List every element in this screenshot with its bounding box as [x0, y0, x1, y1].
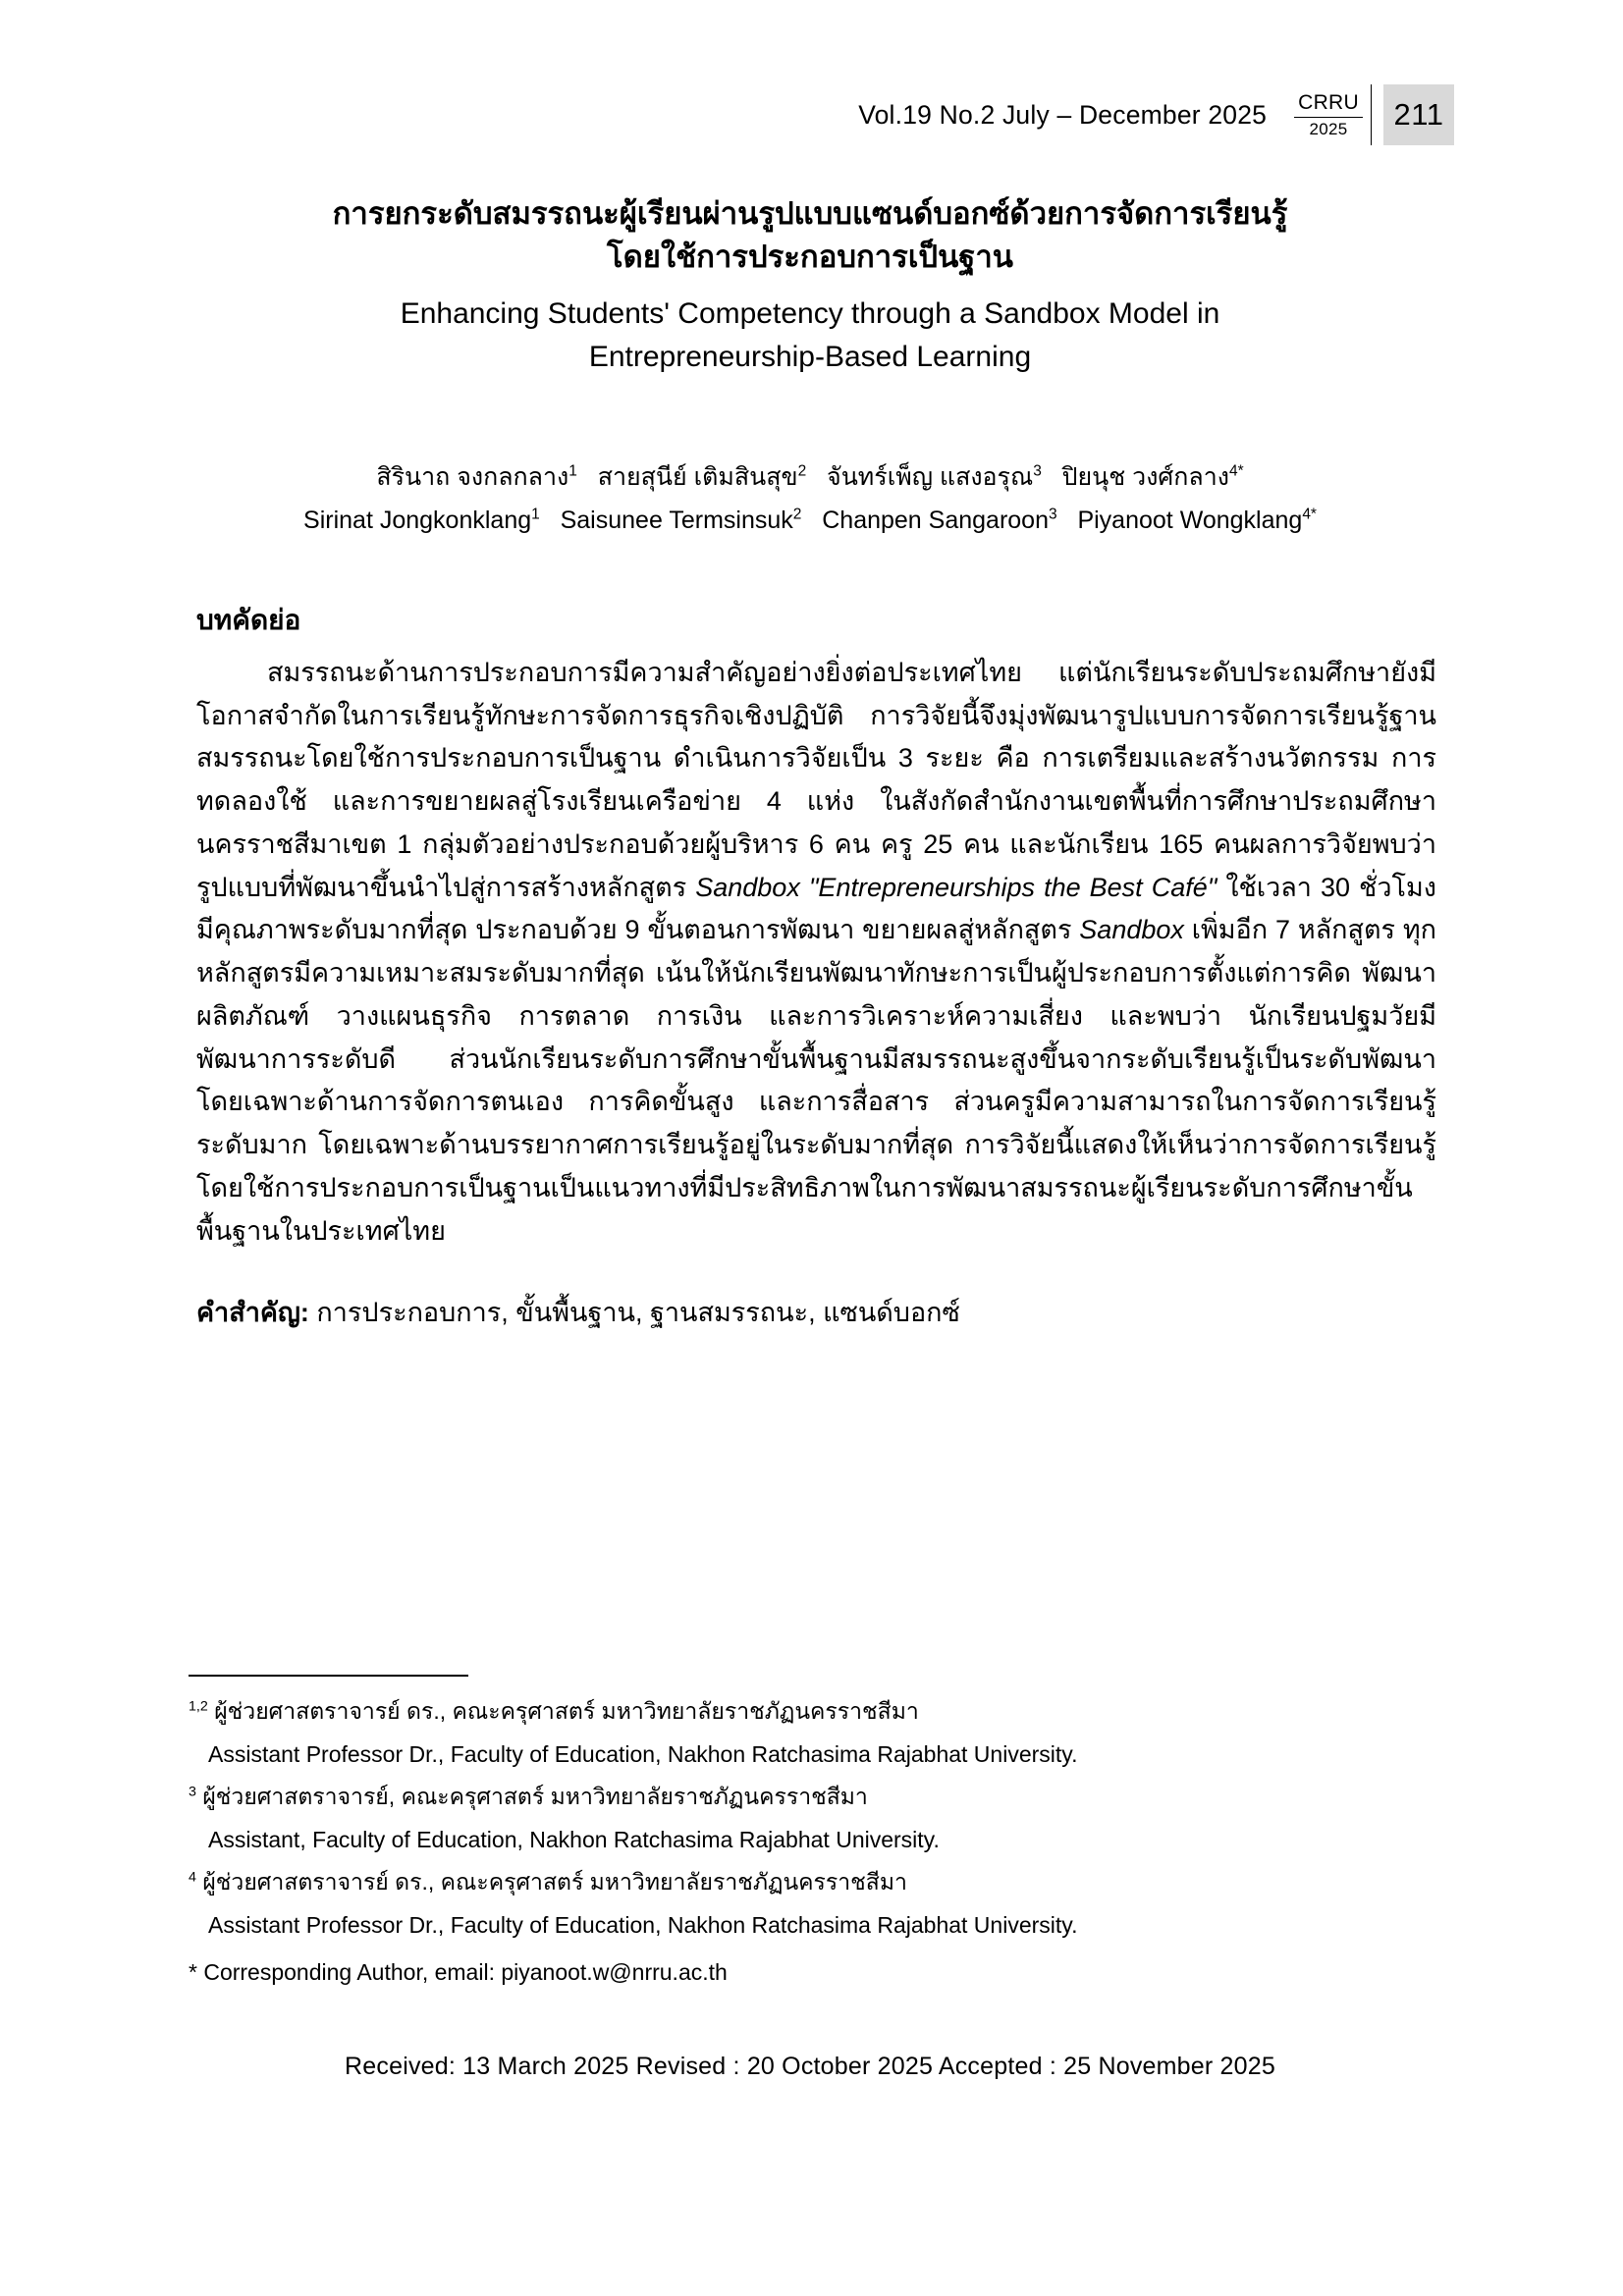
author-marker: 4* — [1302, 506, 1317, 523]
abstract-part-2: ใช้เวลา 30 ชั่วโมง มีคุณภาพระดับมากที่สุด ประกอบด้วย 9 ขั้นตอนการพัฒนา ขยายผลสู่หลักสูตร — [196, 872, 1436, 945]
footnote-english: Assistant Professor Dr., Faculty of Education, Nakhon Ratchasima Rajabhat University. — [208, 1740, 1078, 1767]
page-title-thai — [177, 192, 1443, 279]
keywords-line — [196, 1292, 1436, 1334]
abstract-body — [196, 652, 1436, 1253]
authors-english — [177, 503, 1443, 540]
author-name: Sirinat Jongkonklang$^1$ — [303, 506, 540, 534]
abstract-italic-sandbox: Sandbox — [1079, 915, 1184, 945]
title-english-line2: Entrepreneurship-Based Learning — [588, 340, 1032, 373]
volume-issue-text: Vol.19 No.2 July – December 2025 — [858, 99, 1268, 130]
page-title-english — [177, 293, 1443, 379]
author-name: สิรินาถ จงกลกลาง$^1$ — [376, 462, 577, 491]
footnote-thai-text: ผู้ช่วยศาสตราจารย์ ดร., คณะครุศาสตร์ มหาวิทยาลัยราชภัฏนครราชสีมา — [207, 1698, 919, 1724]
corresponding-author-line: * Corresponding Author, email: piyanoot.w@nrru.ac.th — [189, 1959, 728, 1985]
author-marker: 1 — [568, 462, 577, 480]
title-thai-line2: โดยใช้การประกอบการเป็นฐาน — [607, 240, 1013, 275]
footnote-marker: 4 — [189, 1869, 196, 1886]
footnote-thai — [189, 1694, 1435, 1729]
keywords-value: การประกอบการ, ขั้นพื้นฐาน, ฐานสมรรถนะ, แซนด์บอกซ์ — [308, 1298, 960, 1328]
keywords-label: คำสำคัญ: — [196, 1298, 309, 1328]
footnote-separator — [189, 1675, 468, 1677]
footnote-thai — [189, 1865, 1435, 1899]
abstract-heading: บทคัดย่อ — [196, 605, 301, 635]
author-name: สายสุนีย์ เติมสินสุข$^2$ — [597, 462, 807, 491]
title-block — [177, 192, 1443, 379]
author-marker: 3 — [1033, 462, 1042, 480]
author-marker: 2 — [792, 506, 802, 523]
footnote-thai — [189, 1780, 1435, 1814]
abstract-part-1: สมรรถนะด้านการประกอบการมีความสำคัญอย่างยิ่งต่อประเทศไทย แต่นักเรียนระดับประถมศึกษายังมีโอกาสจำกัดในการเรียนรู้ทักษะการจัดการธุรกิจเชิงปฏิบัติ การวิจัยนี้จึงมุ่งพัฒนารูปแบบการจัดการเรียนรู้ฐานสมรรถนะโดยใช้การประกอบการเป็นฐาน ดำเนินการวิจัยเป็น 3 ระยะ คือ การเตรียมและสร้างนวัตกรรม การทดลองใช้ และการขยายผลสู่โรงเรียนเครือข่าย 4 แห่ง ในสังกัดสำนักงานเขตพื้นที่การศึกษาประถมศึกษานครราชสีมาเขต 1 กลุ่มตัวอย่างประกอบด้วยผู้บริหาร 6 คน ครู 25 คน และนักเรียน 165 คนผลการวิจัยพบว่า รูปแบบที่พัฒนาขึ้นนำไปสู่การสร้างหลักสูตร — [196, 658, 1436, 902]
footnote-marker: 3 — [189, 1784, 196, 1800]
received-revised-accepted-line: Received: 13 March 2025 Revised : 20 October 2025 Accepted : 25 November 2025 — [345, 2053, 1275, 2080]
author-block — [177, 459, 1443, 539]
author-name: Piyanoot Wongklang$^{4*}$ — [1077, 506, 1317, 534]
author-name: Chanpen Sangaroon$^3$ — [822, 506, 1057, 534]
footnote-english: Assistant Professor Dr., Faculty of Education, Nakhon Ratchasima Rajabhat University. — [208, 1911, 1078, 1938]
journal-year: 2025 — [1309, 119, 1348, 138]
footnotes-section — [189, 1694, 1435, 1990]
author-name: Saisunee Termsinsuk$^2$ — [560, 506, 802, 534]
abstract-italic-course-name: Sandbox "Entrepreneurships the Best Café" — [695, 872, 1217, 902]
author-name: จันทร์เพ็ญ แสงอรุณ$^3$ — [827, 462, 1042, 491]
author-marker: 1 — [531, 506, 540, 523]
author-marker: 3 — [1048, 506, 1057, 523]
footnote-thai-text: ผู้ช่วยศาสตราจารย์, คณะครุศาสตร์ มหาวิทยาลัยราชภัฏนครราชสีมา — [195, 1784, 868, 1809]
title-english-line1: Enhancing Students' Competency through a Sandbox Model in — [400, 297, 1220, 331]
authors-thai — [177, 459, 1443, 497]
abstract-section — [196, 599, 1436, 1334]
author-name: ปิยนุช วงศ์กลาง$^{4*}$ — [1061, 462, 1244, 491]
abstract-part-3: เพิ่มอีก 7 หลักสูตร ทุกหลักสูตรมีความเหมาะสมระดับมากที่สุด เน้นให้นักเรียนพัฒนาทักษะการเป็นผู้ประกอบการตั้งแต่การคิด พัฒนาผลิตภัณฑ์ วางแผนธุรกิจ การตลาด การเงิน และการวิเคราะห์ความเสี่ยง และพบว่า นักเรียนปฐมวัยมีพัฒนาการระดับดี ส่วนนักเรียนระดับการศึกษาขั้นพื้นฐานมีสมรรถนะสูงขึ้นจากระดับเรียนรู้เป็นระดับพัฒนา โดยเฉพาะด้านการจัดการตนเอง การคิดขั้นสูง และการสื่อสาร ส่วนครูมีความสามารถในการจัดการเรียนรู้ระดับมาก โดยเฉพาะด้านบรรยากาศการเรียนรู้อยู่ในระดับมากที่สุด การวิจัยนี้แสดงให้เห็นว่าการจัดการเรียนรู้โดยใช้การประกอบการเป็นฐานเป็นแนวทางที่มีประสิทธิภาพในการพัฒนาสมรรถนะผู้เรียนระดับการศึกษาขั้นพื้นฐานในประเทศไทย — [196, 915, 1437, 1246]
journal-code: CRRU — [1294, 91, 1363, 118]
footnote-english: Assistant, Faculty of Education, Nakhon Ratchasima Rajabhat University. — [208, 1826, 940, 1852]
author-marker: 2 — [797, 462, 807, 480]
journal-stamp — [1286, 84, 1372, 145]
page-number: 211 — [1383, 84, 1454, 145]
title-thai-line1: การยกระดับสมรรถนะผู้เรียนผ่านรูปแบบแซนด์บอกซ์ด้วยการจัดการเรียนรู้ — [332, 196, 1288, 231]
footnote-thai-text: ผู้ช่วยศาสตราจารย์ ดร., คณะครุศาสตร์ มหาวิทยาลัยราชภัฏนครราชสีมา — [195, 1869, 907, 1895]
running-header — [858, 84, 1454, 145]
footnote-marker: 1,2 — [189, 1698, 208, 1715]
author-marker: 4* — [1229, 462, 1244, 480]
